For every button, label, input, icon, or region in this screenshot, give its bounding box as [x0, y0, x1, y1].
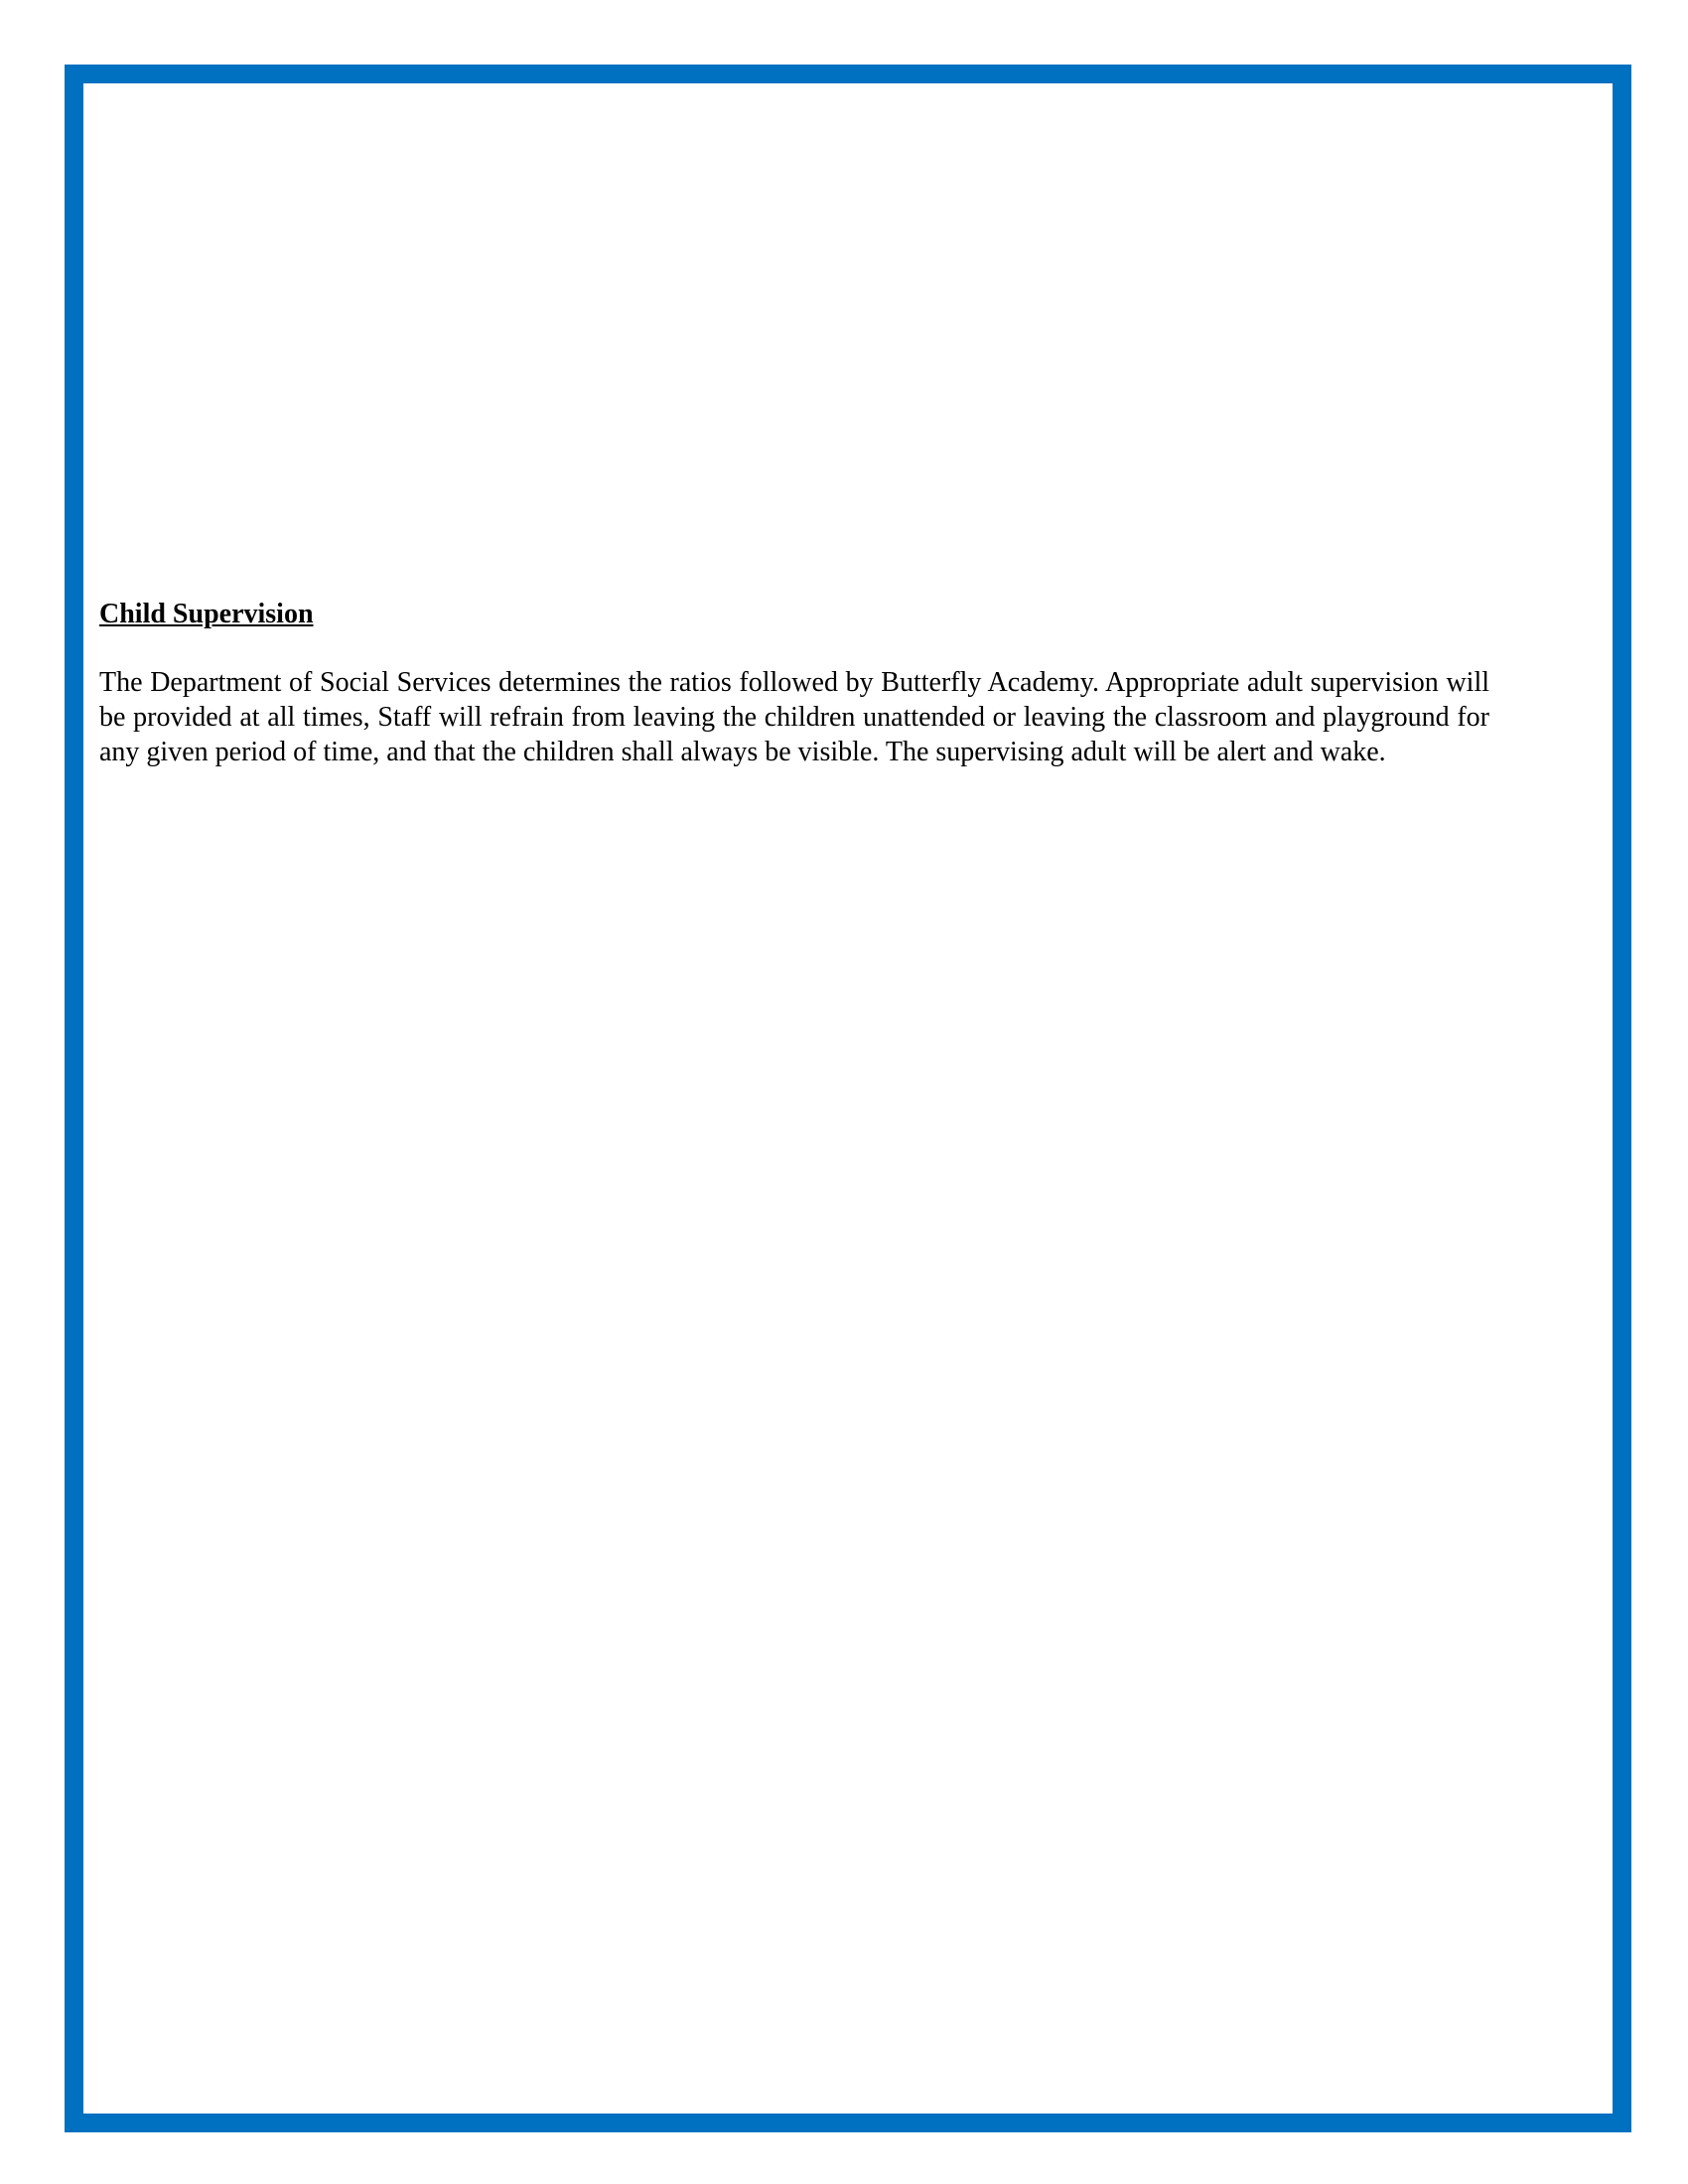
page-border-frame	[65, 65, 1631, 2132]
document-content	[99, 596, 1489, 769]
body-paragraph: The Department of Social Services determines the ratios followed by Butterfly Academy. Appropriate adult supervision will be provided at all times, Staff will refrain from leaving the children unattended or leaving the classroom and playground for any given period of time, and that the children shall always be visible. The supervising adult will be alert and wake.	[99, 667, 1489, 767]
section-heading: Child Supervision	[99, 599, 314, 629]
